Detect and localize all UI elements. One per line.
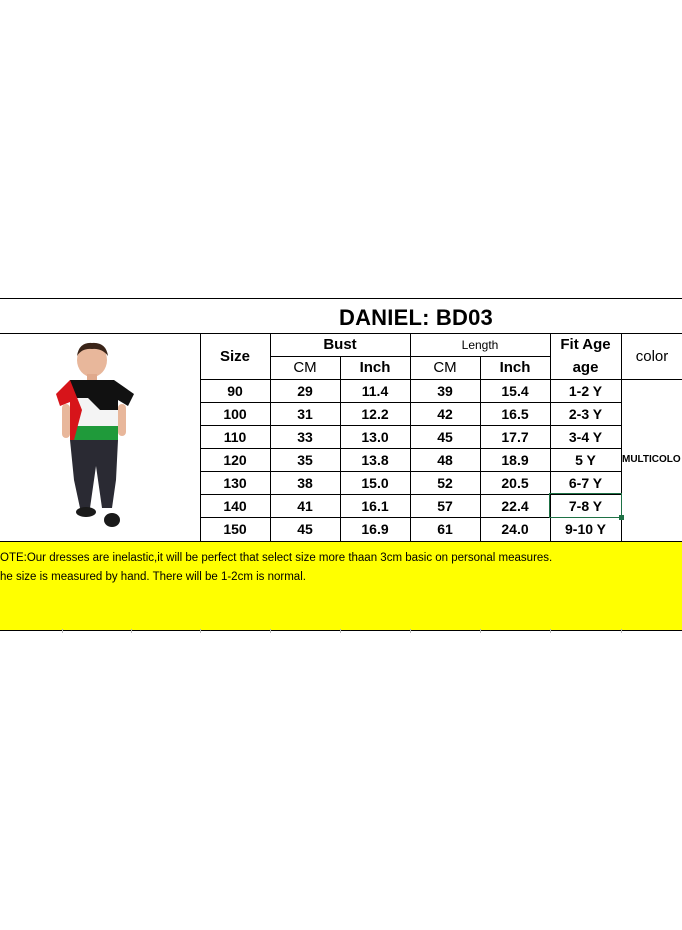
grid-tick: [621, 629, 622, 633]
cell-size[interactable]: 120: [223, 451, 247, 468]
grid-tick: [550, 629, 551, 633]
cell-age[interactable]: 5 Y: [575, 451, 596, 468]
cell-size[interactable]: 90: [227, 382, 243, 399]
cell-size[interactable]: 130: [223, 474, 247, 491]
cell-age[interactable]: 9-10 Y: [565, 520, 606, 537]
header-color: color: [635, 347, 669, 365]
cell-size[interactable]: 140: [223, 497, 247, 514]
cell-size[interactable]: 150: [223, 520, 247, 537]
active-cell-selection: [549, 493, 622, 518]
rule-top: [0, 298, 682, 299]
child-model-photo-icon: [52, 340, 138, 532]
cell-bust-cm[interactable]: 38: [297, 474, 313, 491]
cell-length-inch[interactable]: 20.5: [501, 474, 529, 491]
subheader-length-inch: Inch: [499, 359, 531, 376]
cell-bust-inch[interactable]: 13.0: [361, 428, 389, 445]
cell-length-cm[interactable]: 42: [437, 405, 453, 422]
cell-length-inch[interactable]: 24.0: [501, 520, 529, 537]
cell-size[interactable]: 100: [223, 405, 247, 422]
grid-tick: [270, 629, 271, 633]
cell-length-cm[interactable]: 48: [437, 451, 453, 468]
header-bust: Bust: [323, 336, 357, 353]
grid-tick: [480, 629, 481, 633]
cell-bust-inch[interactable]: 13.8: [361, 451, 389, 468]
grid-tick: [340, 629, 341, 633]
subheader-length-cm: CM: [433, 359, 457, 376]
cell-length-inch[interactable]: 18.9: [501, 451, 529, 468]
note-line-1: OTE:Our dresses are inelastic,it will be perfect that select size more thaan 3cm basic on personal measures.: [0, 552, 553, 564]
header-length: Length: [461, 337, 499, 352]
cell-bust-cm[interactable]: 31: [297, 405, 313, 422]
cell-bust-cm[interactable]: 45: [297, 520, 313, 537]
subheader-bust-cm: CM: [293, 359, 317, 376]
grid-tick: [200, 629, 201, 633]
cell-bust-inch[interactable]: 15.0: [361, 474, 389, 491]
cell-bust-inch[interactable]: 12.2: [361, 405, 389, 422]
grid-tick: [62, 629, 63, 633]
cell-bust-inch[interactable]: 16.1: [361, 497, 389, 514]
cell-bust-cm[interactable]: 29: [297, 382, 313, 399]
cell-color-value[interactable]: MULTICOLO: [622, 454, 681, 465]
cell-length-cm[interactable]: 39: [437, 382, 453, 399]
cell-age[interactable]: 2-3 Y: [568, 405, 603, 422]
cell-length-cm[interactable]: 57: [437, 497, 453, 514]
cell-length-inch[interactable]: 22.4: [501, 497, 529, 514]
fill-handle[interactable]: [619, 515, 624, 520]
cell-size[interactable]: 110: [223, 428, 247, 445]
sheet-title: DANIEL: BD03: [339, 305, 493, 330]
cell-bust-cm[interactable]: 35: [297, 451, 313, 468]
header-fit-age: Fit Age: [560, 336, 611, 353]
cell-bust-cm[interactable]: 41: [297, 497, 313, 514]
cell-bust-inch[interactable]: 11.4: [361, 382, 389, 399]
subheader-bust-inch: Inch: [359, 359, 391, 376]
cell-length-inch[interactable]: 17.7: [501, 428, 529, 445]
cell-age[interactable]: 6-7 Y: [568, 474, 603, 491]
cell-length-cm[interactable]: 52: [437, 474, 453, 491]
cell-age[interactable]: 3-4 Y: [568, 428, 603, 445]
cell-length-inch[interactable]: 15.4: [501, 382, 529, 399]
cell-length-cm[interactable]: 61: [437, 520, 453, 537]
cell-bust-inch[interactable]: 16.9: [361, 520, 389, 537]
cell-length-inch[interactable]: 16.5: [501, 405, 529, 422]
size-chart-sheet: [0, 298, 682, 630]
grid-tick: [131, 629, 132, 633]
header-size: Size: [219, 347, 250, 365]
cell-bust-cm[interactable]: 33: [297, 428, 313, 445]
note-band: [0, 541, 682, 631]
note-line-2: he size is measured by hand. There will be 1-2cm is normal.: [0, 571, 306, 583]
cell-age-selected[interactable]: 7-8 Y: [568, 497, 603, 514]
grid-tick: [410, 629, 411, 633]
cell-age[interactable]: 1-2 Y: [568, 382, 603, 399]
cell-length-cm[interactable]: 45: [437, 428, 453, 445]
subheader-age: age: [572, 359, 599, 376]
